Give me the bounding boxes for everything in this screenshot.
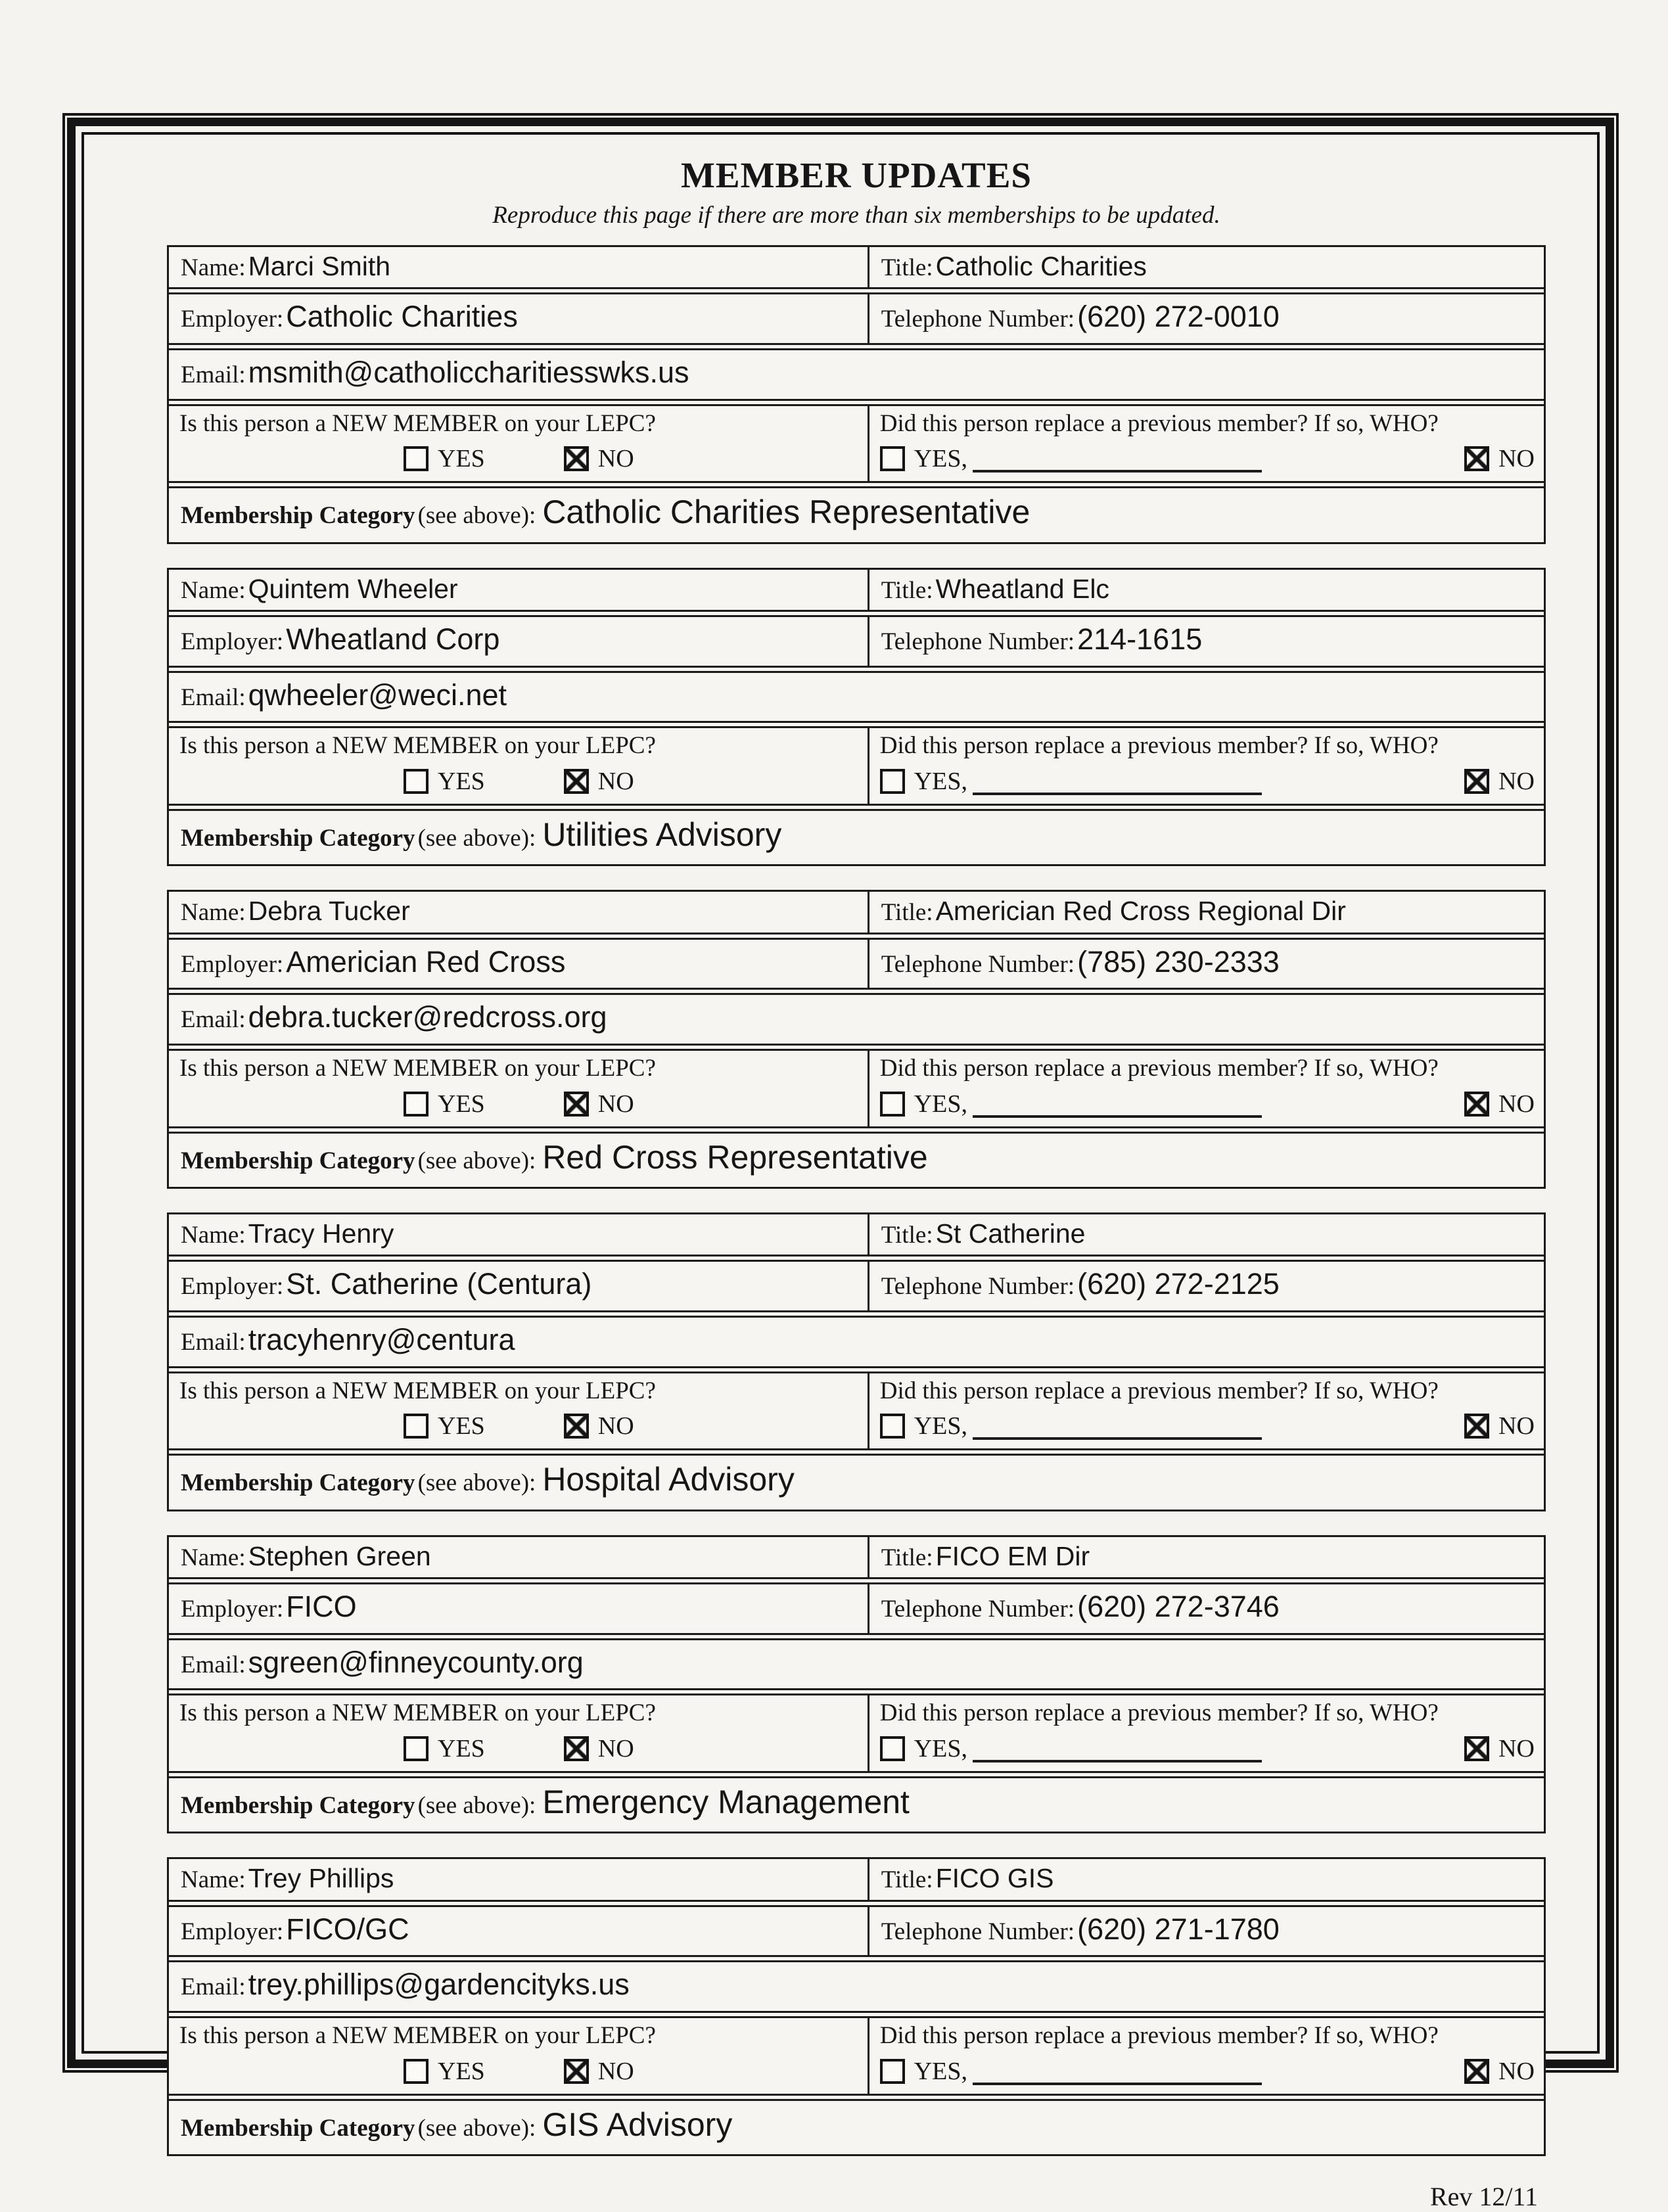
member-block [167,568,1546,867]
member-block [167,1535,1546,1834]
membership-category-label: Membership Category [181,824,415,852]
new-member-yes-checkbox[interactable] [404,769,429,794]
replace-question: Did this person replace a previous member? If so, WHO? [879,1377,1439,1404]
replaced-yes-label: YES, [914,1412,968,1440]
employer-label: Employer: [181,1595,284,1623]
see-above-label: (see above): [417,824,536,852]
see-above-label: (see above): [417,1147,536,1174]
replaced-who-blank[interactable] [973,445,1262,472]
category-row [169,1778,1544,1832]
replaced-no-checkbox[interactable] [1464,1092,1489,1117]
name-title-row [169,1214,1544,1255]
employer-value: Catholic Charities [286,300,518,334]
document-border-frame [62,113,1619,2212]
replaced-yes-checkbox[interactable] [880,769,905,794]
title-label: Title: [881,1866,933,1894]
row-divider [169,1688,1544,1695]
name-label: Name: [181,1222,246,1249]
row-divider [169,1044,1544,1051]
new-member-question: Is this person a NEW MEMBER on your LEPC? [179,1699,656,1727]
telephone-label: Telephone Number: [881,1918,1075,1945]
employer-phone-row [169,1907,1544,1956]
employer-phone-row [169,1262,1544,1310]
email-label: Email: [181,1328,246,1356]
replaced-no-checkbox[interactable] [1464,2059,1489,2084]
membership-category-value: Emergency Management [542,1783,910,1820]
row-divider [169,804,1544,811]
new-member-yes-checkbox[interactable] [404,2059,429,2084]
telephone-value: (620) 271-1780 [1077,1912,1280,1946]
email-value: msmith@catholiccharitiesswks.us [248,355,689,389]
replace-question: Did this person replace a previous member? If so, WHO? [879,2022,1439,2050]
member-block [167,1212,1546,1511]
category-row [169,488,1544,542]
name-label: Name: [181,899,246,927]
name-label: Name: [181,1866,246,1894]
row-divider [169,988,1544,995]
page-title: MEMBER UPDATES [681,155,1032,195]
employer-label: Employer: [181,306,284,333]
new-member-no-label: NO [597,2057,634,2085]
new-member-yes-checkbox[interactable] [404,1414,429,1439]
row-divider [169,481,1544,488]
replaced-yes-label: YES, [914,767,968,795]
name-value: Trey Phillips [248,1863,394,1894]
employer-value: Americian Red Cross [286,944,566,979]
row-divider [169,343,1544,350]
employer-value: St. Catherine (Centura) [286,1267,592,1301]
page-subtitle: Reproduce this page if there are more than six memberships to be updated. [492,202,1220,229]
email-value: tracyhenry@centura [248,1322,515,1356]
name-label: Name: [181,1544,246,1571]
title-value: Wheatland Elc [935,573,1109,604]
replaced-no-label: NO [1498,1734,1535,1763]
see-above-label: (see above): [417,1791,536,1819]
replaced-who-blank[interactable] [973,768,1262,795]
email-value: sgreen@finneycounty.org [248,1645,584,1679]
row-divider [169,1577,1544,1584]
name-label: Name: [181,576,246,604]
email-value: debra.tucker@redcross.org [248,1000,607,1034]
membership-category-label: Membership Category [181,1147,415,1174]
row-divider [169,399,1544,406]
new-member-question: Is this person a NEW MEMBER on your LEPC? [179,2022,656,2050]
name-value: Tracy Henry [248,1218,394,1249]
email-value: trey.phillips@gardencityks.us [248,1968,630,2002]
replaced-yes-label: YES, [914,2057,968,2085]
employer-phone-row [169,294,1544,343]
employer-phone-row [169,940,1544,988]
questions-row [169,2018,1544,2094]
replaced-yes-checkbox[interactable] [880,446,905,471]
telephone-label: Telephone Number: [881,628,1075,655]
new-member-question: Is this person a NEW MEMBER on your LEPC? [179,1055,656,1082]
title-value: FICO EM Dir [935,1540,1090,1571]
name-value: Debra Tucker [248,896,410,927]
title-value: Americian Red Cross Regional Dir [935,896,1346,927]
see-above-label: (see above): [417,1469,536,1497]
employer-label: Employer: [181,1918,284,1945]
email-row [169,1318,1544,1366]
member-block [167,1857,1546,2156]
row-divider [169,2011,1544,2018]
name-value: Quintem Wheeler [248,573,458,604]
replaced-yes-checkbox[interactable] [880,1736,905,1761]
see-above-label: (see above): [417,2114,536,2142]
employer-label: Employer: [181,1273,284,1301]
name-value: Marci Smith [248,251,391,281]
name-title-row [169,892,1544,932]
employer-label: Employer: [181,950,284,978]
email-row [169,995,1544,1044]
telephone-value: (785) 230-2333 [1077,944,1280,979]
email-label: Email: [181,1006,246,1034]
membership-category-label: Membership Category [181,1469,415,1497]
see-above-label: (see above): [417,502,536,530]
replaced-no-label: NO [1498,2057,1535,2085]
new-member-no-label: NO [597,445,634,473]
new-member-question: Is this person a NEW MEMBER on your LEPC? [179,1377,656,1404]
new-member-yes-label: YES [438,2057,485,2085]
questions-row [169,1695,1544,1771]
employer-value: FICO [286,1589,357,1623]
revision-label: Rev 12/11 [1429,2182,1538,2212]
document-border-band [67,118,1614,2212]
title-value: St Catherine [935,1218,1086,1249]
replaced-yes-label: YES, [914,445,968,473]
category-row [169,1456,1544,1509]
new-member-yes-label: YES [438,1090,485,1118]
email-value: qwheeler@weci.net [248,678,507,712]
row-divider [169,1366,1544,1373]
email-row [169,1640,1544,1689]
member-blocks [167,245,1546,2156]
telephone-label: Telephone Number: [881,1273,1075,1301]
row-divider [169,1955,1544,1962]
employer-label: Employer: [181,628,284,655]
telephone-value: (620) 272-0010 [1077,300,1280,334]
membership-category-value: Catholic Charities Representative [542,494,1031,531]
email-row [169,673,1544,722]
title-label: Title: [881,1544,933,1571]
row-divider [169,610,1544,617]
employer-value: Wheatland Corp [286,622,500,656]
replaced-who-blank[interactable] [973,1090,1262,1118]
replaced-no-label: NO [1498,1412,1535,1440]
membership-category-value: Red Cross Representative [542,1138,928,1176]
replaced-who-blank[interactable] [973,1735,1262,1763]
replaced-no-label: NO [1498,445,1535,473]
new-member-no-checkbox[interactable] [564,1736,589,1761]
document-body [81,132,1600,2212]
membership-category-label: Membership Category [181,1791,415,1819]
email-row [169,350,1544,399]
new-member-yes-label: YES [438,445,485,473]
membership-category-value: Utilities Advisory [542,816,782,853]
row-divider [169,1126,1544,1134]
replaced-yes-checkbox[interactable] [880,1092,905,1117]
row-divider [169,1255,1544,1262]
replaced-yes-checkbox[interactable] [880,2059,905,2084]
replaced-no-checkbox[interactable] [1464,1414,1489,1439]
new-member-yes-label: YES [438,1734,485,1763]
employer-phone-row [169,617,1544,666]
row-divider [169,933,1544,940]
telephone-value: (620) 272-2125 [1077,1267,1280,1301]
telephone-value: (620) 272-3746 [1077,1589,1280,1623]
name-title-row [169,247,1544,287]
questions-row [169,1373,1544,1449]
membership-category-value: Hospital Advisory [542,1461,795,1498]
replace-question: Did this person replace a previous member? If so, WHO? [879,732,1439,760]
row-divider [169,1448,1544,1456]
replaced-yes-label: YES, [914,1090,968,1118]
member-block [167,245,1546,544]
replaced-no-checkbox[interactable] [1464,446,1489,471]
new-member-no-checkbox[interactable] [564,1092,589,1117]
new-member-yes-checkbox[interactable] [404,1736,429,1761]
questions-row [169,406,1544,482]
new-member-question: Is this person a NEW MEMBER on your LEPC? [179,732,656,760]
title-label: Title: [881,899,933,927]
row-divider [169,721,1544,728]
email-label: Email: [181,683,246,711]
new-member-no-checkbox[interactable] [564,769,589,794]
new-member-no-label: NO [597,1090,634,1118]
new-member-no-checkbox[interactable] [564,446,589,471]
row-divider [169,1900,1544,1907]
replaced-no-checkbox[interactable] [1464,769,1489,794]
category-row [169,2101,1544,2155]
new-member-yes-label: YES [438,767,485,795]
row-divider [169,1633,1544,1640]
title-value: FICO GIS [935,1863,1054,1894]
membership-category-label: Membership Category [181,502,415,530]
new-member-yes-checkbox[interactable] [404,446,429,471]
replaced-yes-label: YES, [914,1734,968,1763]
new-member-no-label: NO [597,767,634,795]
employer-value: FICO/GC [286,1912,409,1946]
replaced-who-blank[interactable] [973,1412,1262,1440]
name-title-row [169,1859,1544,1899]
replace-question: Did this person replace a previous member? If so, WHO? [879,409,1439,437]
replace-question: Did this person replace a previous member? If so, WHO? [879,1699,1439,1727]
name-label: Name: [181,254,246,281]
replace-question: Did this person replace a previous member? If so, WHO? [879,1055,1439,1082]
membership-category-value: GIS Advisory [542,2106,733,2143]
telephone-label: Telephone Number: [881,306,1075,333]
new-member-no-checkbox[interactable] [564,2059,589,2084]
name-value: Stephen Green [248,1540,431,1571]
row-divider [169,2094,1544,2101]
row-divider [169,1310,1544,1318]
new-member-no-label: NO [597,1412,634,1440]
member-block [167,890,1546,1189]
name-title-row [169,570,1544,610]
email-row [169,1962,1544,2011]
row-divider [169,666,1544,673]
title-label: Title: [881,1222,933,1249]
email-label: Email: [181,361,246,388]
replaced-who-blank[interactable] [973,2058,1262,2085]
employer-phone-row [169,1584,1544,1633]
title-label: Title: [881,576,933,604]
telephone-value: 214-1615 [1077,622,1203,656]
category-row [169,1134,1544,1187]
new-member-yes-label: YES [438,1412,485,1440]
new-member-question: Is this person a NEW MEMBER on your LEPC? [179,409,656,437]
new-member-no-checkbox[interactable] [564,1414,589,1439]
replaced-yes-checkbox[interactable] [880,1414,905,1439]
telephone-label: Telephone Number: [881,950,1075,978]
replaced-no-checkbox[interactable] [1464,1736,1489,1761]
questions-row [169,728,1544,804]
replaced-no-label: NO [1498,1090,1535,1118]
title-value: Catholic Charities [935,251,1147,281]
new-member-no-label: NO [597,1734,634,1763]
row-divider [169,287,1544,294]
email-label: Email: [181,1973,246,2001]
category-row [169,811,1544,865]
telephone-label: Telephone Number: [881,1595,1075,1623]
row-divider [169,1771,1544,1778]
new-member-yes-checkbox[interactable] [404,1092,429,1117]
name-title-row [169,1537,1544,1577]
email-label: Email: [181,1651,246,1678]
replaced-no-label: NO [1498,767,1535,795]
questions-row [169,1051,1544,1126]
title-label: Title: [881,254,933,281]
membership-category-label: Membership Category [181,2114,415,2142]
